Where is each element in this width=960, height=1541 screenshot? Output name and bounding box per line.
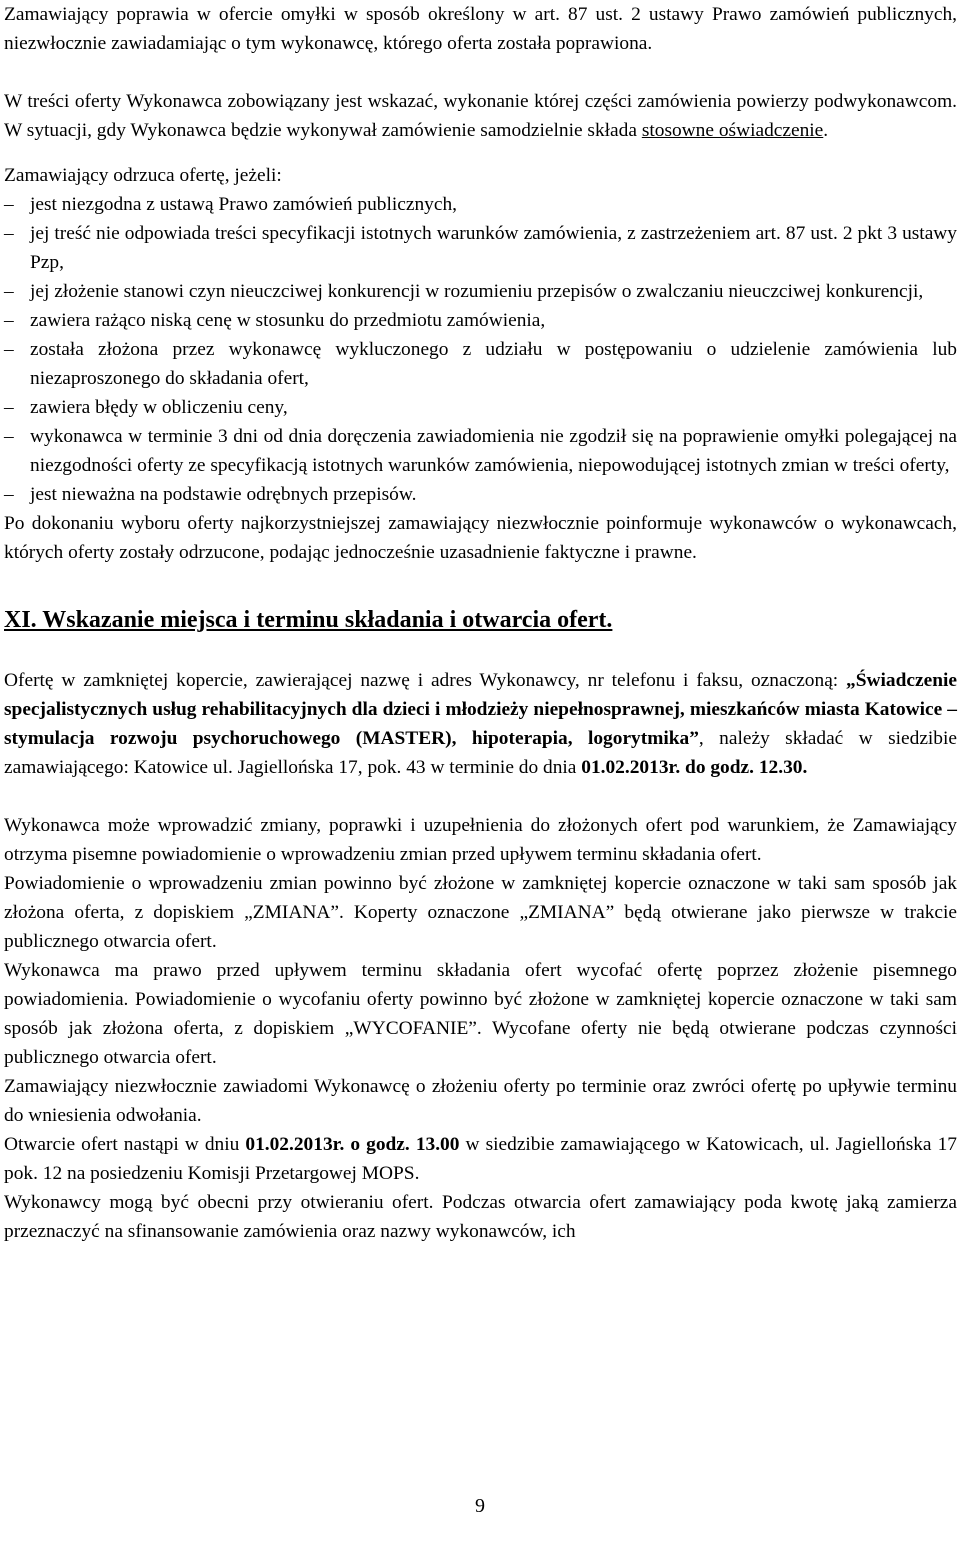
list-item (4, 190, 957, 219)
document-page (4, 0, 957, 1246)
list-item (4, 393, 957, 422)
list-item-text: wykonawca w terminie 3 dni od dnia doręczenia zawiadomienia nie zgodził się na poprawienie omyłki polegającej na niezgodności oferty ze specyfikacją istotnych warunków zamówienia, niepowodującej istotnych zmian w treści oferty, (30, 426, 957, 476)
dash-bullet: – (4, 310, 14, 331)
reject-list (4, 190, 957, 509)
opening-text: Otwarcie ofert nastąpi w dniu (4, 1134, 246, 1155)
opening-datetime: 01.02.2013r. o godz. 13.00 (245, 1134, 460, 1155)
paragraph-changes: Wykonawca może wprowadzić zmiany, poprawki i uzupełnienia do złożonych ofert pod warunkiem, że Zamawiający otrzyma pisemne powiadomienie o wprowadzeniu zmian przed upływem terminu składania ofert. (4, 815, 957, 865)
section-heading: XI. Wskazanie miejsca i terminu składania i otwarcia ofert. (4, 607, 613, 633)
page-number: 9 (475, 1495, 485, 1517)
list-item-text: zawiera rażąco niską cenę w stosunku do przedmiotu zamówienia, (30, 310, 546, 331)
paragraph-podwykonawcy-text: W treści oferty Wykonawca zobowiązany jest wskazać, wykonanie której części zamówienia powierzy podwykonawcom. W sytuacji, gdy Wykonawca będzie wykonywał zamówienie samodzielnie składa (4, 91, 957, 141)
offer-deadline: 01.02.2013r. do godz. 12.30. (581, 757, 808, 778)
dash-bullet: – (4, 281, 14, 302)
paragraph-late-offer: Zamawiający niezwłocznie zawiadomi Wykonawcę o złożeniu oferty po terminie oraz zwróci ofertę po upływie terminu do wniesienia odwołania. (4, 1076, 957, 1126)
list-item (4, 219, 957, 277)
dash-bullet: – (4, 397, 14, 418)
list-item-text: jest niezgodna z ustawą Prawo zamówień publicznych, (30, 194, 457, 215)
list-item (4, 277, 957, 306)
paragraph-change-notice: Powiadomienie o wprowadzeniu zmian powinno być złożone w zamkniętej kopercie oznaczone w taki sam sposób jak złożona oferta, z dopiskiem „ZMIANA”. Koperty oznaczone „ZMIANA” będą otwierane jako pierwsze w trakcie publicznego otwarcia ofert. (4, 873, 957, 952)
dash-bullet: – (4, 426, 14, 447)
offer-envelope-text: Ofertę w zamkniętej kopercie, zawierającej nazwę i adres Wykonawcy, nr telefonu i faksu, oznaczoną: (4, 670, 847, 691)
paragraph-opening (4, 1130, 957, 1188)
offer-envelope-text-2: , należy składać w siedzibie zamawiającego: Katowice ul. Jagiellońska 17, pok. 43 w terminie do dnia (4, 728, 957, 778)
reject-intro: Zamawiający odrzuca ofertę, jeżeli: (4, 165, 282, 186)
list-item (4, 480, 957, 509)
list-item (4, 422, 957, 480)
dash-bullet: – (4, 223, 14, 244)
paragraph-podwykonawcy (4, 87, 957, 145)
paragraph-withdrawal: Wykonawca ma prawo przed upływem terminu składania ofert wycofać ofertę poprzez złożenie pisemnego powiadomienia. Powiadomienie o wycofaniu oferty powinno być złożone w zamkniętej kopercie oznaczone w taki sam sposób jak złożona oferta, z dopiskiem „WYCOFANIE”. Wycofane oferty nie będą otwierane podczas czynności publicznego otwarcia ofert. (4, 960, 957, 1068)
paragraph-omylki: Zamawiający poprawia w ofercie omyłki w sposób określony w art. 87 ust. 2 ustawy Prawo zamówień publicznych, niezwłocznie zawiadamiając o tym wykonawcę, którego oferta została poprawiona. (4, 4, 957, 54)
list-item (4, 335, 957, 393)
dash-bullet: – (4, 194, 14, 215)
list-item-text: zawiera błędy w obliczeniu ceny, (30, 397, 288, 418)
paragraph-podwykonawcy-end: . (823, 120, 829, 141)
offer-title: „Świadczenie specjalistycznych usług rehabilitacyjnych dla dzieci i młodzieży niepełnosprawnej, mieszkańców miasta Katowice – stymulacja rozwoju psychoruchowego (MASTER), hipoterapia, logorytmika” (4, 670, 957, 749)
opening-text-2: w siedzibie zamawiającego w Katowicach, ul. Jagiellońska 17 pok. 12 na posiedzeniu Komisji Przetargowej MOPS. (4, 1134, 957, 1184)
statement-link[interactable]: stosowne oświadczenie (641, 120, 824, 141)
paragraph-attendance: Wykonawcy mogą być obecni przy otwieraniu ofert. Podczas otwarcia ofert zamawiający poda kwotę jaką zamierza przeznaczyć na sfinansowanie zamówienia oraz nazwy wykonawców, ich (4, 1192, 957, 1242)
list-item-text: jej treść nie odpowiada treści specyfikacji istotnych warunków zamówienia, z zastrzeżeniem art. 87 ust. 2 pkt 3 ustawy Pzp, (30, 223, 957, 273)
dash-bullet: – (4, 484, 14, 505)
paragraph-offer-envelope (4, 666, 957, 782)
dash-bullet: – (4, 339, 14, 360)
list-item-text: jest nieważna na podstawie odrębnych przepisów. (30, 484, 417, 505)
paragraph-inform: Po dokonaniu wyboru oferty najkorzystniejszej zamawiający niezwłocznie poinformuje wykonawców o wykonawcach, których oferty zostały odrzucone, podając jednocześnie uzasadnienie faktyczne i prawne. (4, 513, 957, 563)
list-item (4, 306, 957, 335)
list-item-text: została złożona przez wykonawcę wykluczonego z udziału w postępowaniu o udzielenie zamówienia lub niezaproszonego do składania ofert, (30, 339, 957, 389)
list-item-text: jej złożenie stanowi czyn nieuczciwej konkurencji w rozumieniu przepisów o zwalczaniu nieuczciwej konkurencji, (30, 281, 924, 302)
